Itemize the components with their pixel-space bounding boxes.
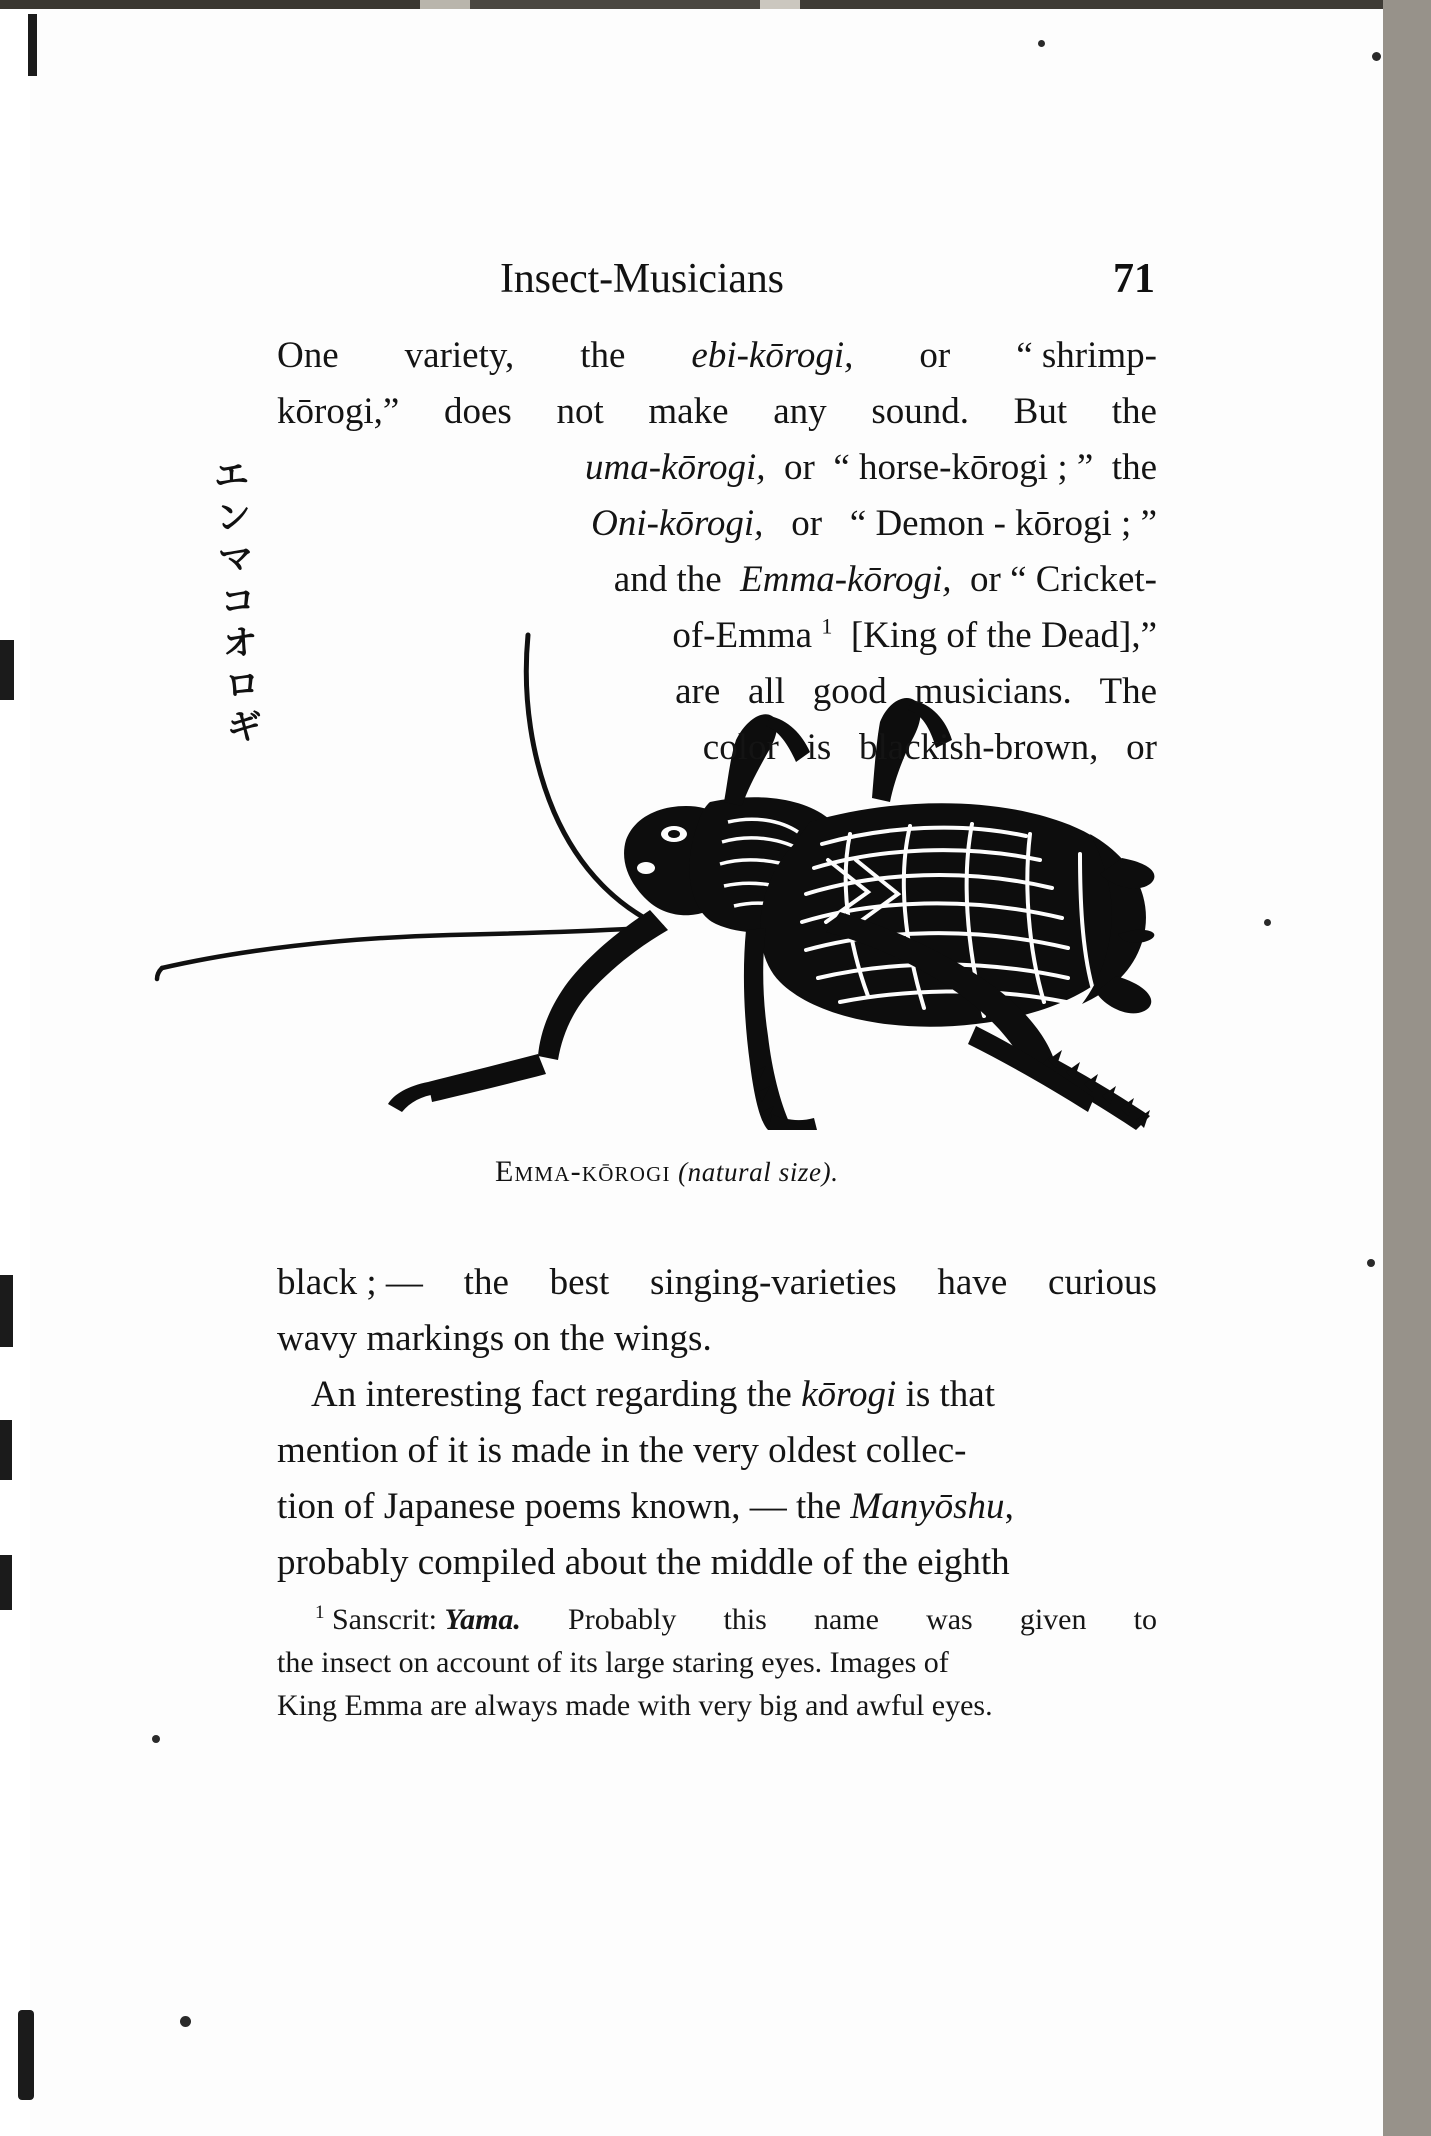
word: or [1126, 727, 1157, 768]
word: [King of the Dead],” [850, 615, 1157, 656]
word: “ Demon - kōrogi ; ” [849, 503, 1157, 544]
word: the [1111, 391, 1157, 432]
word: any [773, 391, 827, 432]
scan-left-margin [0, 9, 30, 2136]
scan-speck-4 [1367, 1259, 1375, 1267]
scan-speck-2 [1372, 52, 1381, 61]
word-italic: Manyōshu [850, 1486, 1005, 1527]
word: probably compiled about the middle of the eighth [277, 1542, 1010, 1583]
word: or [791, 503, 823, 544]
word: the insect on account of its large staring eyes. Images of [277, 1646, 949, 1679]
text-line [277, 1479, 1157, 1535]
footnote-line [277, 1684, 1157, 1727]
text-line [277, 496, 1157, 552]
word: “ horse-kōrogi ; ” [833, 447, 1094, 488]
word: musicians. [914, 671, 1072, 712]
text-line [277, 608, 1157, 664]
word: or “ Cricket- [970, 559, 1157, 600]
binding-mark-3 [0, 1275, 13, 1347]
binding-mark-4 [0, 1420, 12, 1480]
word: was [926, 1603, 973, 1636]
word-italic: Oni-kōrogi, [591, 503, 764, 544]
word: to [1133, 1603, 1157, 1636]
text-line [277, 328, 1157, 384]
word: King Emma are always made with very big and awful eyes. [277, 1689, 993, 1722]
scan-top-edge-artifact [0, 0, 1383, 9]
word: all [748, 671, 785, 712]
word: “ shrimp- [1016, 335, 1157, 376]
word-italic: ebi-kōrogi, [691, 335, 854, 376]
word: name [813, 1603, 879, 1636]
word: The [1099, 671, 1157, 712]
word: singing-varieties [650, 1262, 897, 1303]
text-line [277, 1535, 1157, 1591]
katakana-char-7: ギ [226, 706, 264, 749]
word: are [675, 671, 721, 712]
word: curious [1048, 1262, 1157, 1303]
word: or [919, 335, 951, 376]
scan-right-edge-artifact [1383, 0, 1431, 2136]
word: An interesting fact regarding the [311, 1374, 802, 1415]
text-line [277, 664, 1157, 720]
word: make [648, 391, 729, 432]
word: is [806, 727, 832, 768]
word: One [277, 335, 339, 376]
word: have [937, 1262, 1008, 1303]
text-line [277, 552, 1157, 608]
binding-mark-1 [28, 14, 37, 76]
word-italic: kōrogi [801, 1374, 897, 1415]
footnote-sanscrit-label: Sanscrit: [332, 1603, 437, 1636]
text-line [277, 384, 1157, 440]
word: and the [613, 559, 722, 600]
word: the [463, 1262, 509, 1303]
word: mention of it is made in the very oldest collec- [277, 1430, 967, 1471]
scan-speck-5 [152, 1735, 160, 1743]
footnote-sanscrit-term: Yama. [444, 1603, 521, 1636]
body-text-lower [277, 1255, 1157, 1591]
figure-caption-name: Emma-kōrogi [495, 1155, 671, 1188]
figure-caption-note: (natural size). [678, 1157, 839, 1187]
katakana-char-2: ン [215, 497, 253, 540]
figure-caption [495, 1155, 839, 1189]
word: Probably [568, 1603, 677, 1636]
binding-mark-5 [0, 1555, 12, 1610]
word: , [1004, 1486, 1014, 1527]
word: or [784, 447, 815, 488]
page-title: Insect-Musicians [500, 256, 784, 302]
word: is that [896, 1374, 995, 1415]
footnote-marker: 1 [315, 1602, 325, 1623]
scan-speck-3 [1264, 919, 1271, 926]
text-line [277, 1255, 1157, 1311]
scan-speck-6 [180, 2016, 191, 2027]
text-line [277, 720, 1157, 776]
katakana-char-6: ロ [223, 664, 261, 707]
footnote-line [277, 1598, 1157, 1641]
word: good [812, 671, 887, 712]
word: But [1013, 391, 1068, 432]
footnote-block [277, 1598, 1157, 1727]
word: color [702, 727, 779, 768]
word-italic: Emma-kōrogi, [740, 559, 952, 600]
text-line [277, 1311, 1157, 1367]
word-italic: uma-kōrogi, [584, 447, 766, 488]
katakana-char-5: オ [221, 623, 259, 665]
katakana-char-4: コ [219, 581, 257, 623]
katakana-char-1: エ [212, 455, 250, 498]
word: this [723, 1603, 767, 1636]
katakana-char-3: マ [217, 539, 255, 581]
word: the [580, 335, 626, 376]
footnote-line [277, 1641, 1157, 1684]
text-line [277, 440, 1157, 496]
word: kōrogi,” [277, 391, 400, 432]
word: tion of Japanese poems known, — the [277, 1486, 851, 1527]
word: given [1019, 1603, 1087, 1636]
word: best [549, 1262, 610, 1303]
word: wavy markings on the wings. [277, 1318, 712, 1359]
footnote-reference[interactable]: 1 [821, 613, 833, 639]
word: blackish-brown, [859, 727, 1099, 768]
body-text-upper [277, 328, 1157, 776]
running-head [500, 255, 1180, 303]
binding-mark-2 [0, 640, 14, 700]
text-line [277, 1367, 1157, 1423]
word: sound. [871, 391, 969, 432]
text-line [277, 1423, 1157, 1479]
page-number: 71 [1113, 256, 1155, 302]
word: does [443, 391, 512, 432]
word: black ; — [277, 1262, 423, 1303]
word: not [556, 391, 604, 432]
scan-speck-1 [1038, 40, 1045, 47]
binding-mark-6 [18, 2010, 34, 2100]
word: variety, [404, 335, 515, 376]
word: of-Emma [672, 615, 813, 656]
word: the [1111, 447, 1157, 488]
footnote-marker-group [315, 1598, 521, 1641]
